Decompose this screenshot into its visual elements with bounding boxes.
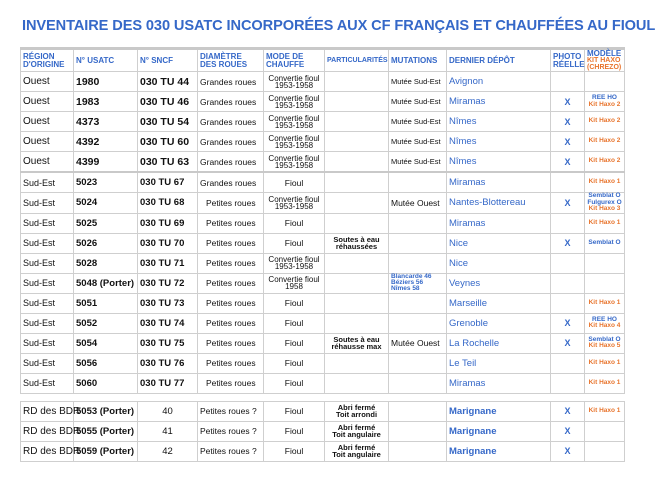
cell-last-depot: Marignane	[447, 441, 551, 461]
gap-cell	[74, 393, 138, 401]
cell-photo	[551, 72, 585, 92]
cell-sncf-number: 030 TU 44	[138, 72, 198, 92]
cell-particularities	[325, 132, 389, 152]
col-header-sncf[interactable]: N° SNCF	[138, 49, 198, 72]
cell-heating-mode	[264, 421, 325, 441]
cell-line: Blancarde 46	[391, 273, 432, 280]
cell-line: Toit angulaire	[332, 430, 381, 439]
cell-last-depot: Miramas	[447, 172, 551, 193]
cell-sncf-number: 030 TU 71	[138, 253, 198, 273]
cell-line: Convertie fioul	[268, 194, 320, 204]
cell-sncf-number: 030 TU 68	[138, 193, 198, 214]
cell-model	[585, 193, 625, 214]
gap-cell	[21, 393, 74, 401]
cell-particularities	[325, 112, 389, 132]
cell-wheel-diameter: Petites roues ?	[198, 421, 264, 441]
cell-line: Toit arrondi	[335, 410, 378, 419]
cell-heating-mode	[264, 373, 325, 393]
cell-photo[interactable]: X	[551, 401, 585, 421]
col-header-mutations[interactable]: MUTATIONS	[389, 49, 447, 72]
cell-sncf-number: 030 TU 70	[138, 233, 198, 253]
inventory-table	[20, 47, 625, 462]
cell-line: Convertie fioul	[268, 73, 320, 83]
cell-heating-mode	[264, 132, 325, 152]
cell-line: réhaussées	[335, 242, 378, 251]
cell-photo[interactable]: X	[551, 333, 585, 353]
cell-line: Béziers 56	[391, 279, 424, 286]
cell-usatc-number: 5055 (Porter)	[74, 421, 138, 441]
cell-usatc-number: 5059 (Porter)	[74, 441, 138, 461]
cell-region: RD des BDR	[21, 441, 74, 461]
cell-line: Convertie fioul	[268, 113, 320, 123]
model-entry: REE HO	[592, 315, 617, 323]
cell-heating-mode	[264, 92, 325, 112]
cell-line: 1953-1958	[274, 120, 314, 130]
cell-usatc-number: 5048 (Porter)	[74, 273, 138, 293]
cell-model	[585, 152, 625, 173]
cell-particularities	[325, 421, 389, 441]
cell-particularities	[325, 72, 389, 92]
cell-line: Fioul	[284, 338, 304, 348]
cell-mutation	[389, 373, 447, 393]
gap-cell	[198, 393, 264, 401]
col-header-photo[interactable]: PHOTO RÉELLE	[551, 49, 585, 72]
cell-line: Convertie fioul	[268, 93, 320, 103]
cell-region: Ouest	[21, 92, 74, 112]
gap-cell	[264, 393, 325, 401]
cell-photo	[551, 293, 585, 313]
cell-mutation	[389, 353, 447, 373]
cell-mutation: Mutée Sud-Est	[389, 92, 447, 112]
cell-heating-mode	[264, 112, 325, 132]
section-gap	[21, 393, 625, 401]
cell-last-depot: Miramas	[447, 373, 551, 393]
cell-line: Fioul	[284, 378, 304, 388]
cell-usatc-number: 5052	[74, 313, 138, 333]
cell-line: Toit angulaire	[332, 450, 381, 459]
model-entry: Kit Haxo 2	[588, 137, 621, 145]
cell-region: Sud-Est	[21, 313, 74, 333]
cell-line: Abri fermé	[337, 403, 376, 412]
cell-heating-mode	[264, 401, 325, 421]
cell-mutation: Mutée Sud-Est	[389, 72, 447, 92]
cell-region: Ouest	[21, 112, 74, 132]
cell-particularities	[325, 441, 389, 461]
cell-line: Soutes à eau	[333, 235, 380, 244]
cell-last-depot: Miramas	[447, 213, 551, 233]
cell-sncf-number: 030 TU 60	[138, 132, 198, 152]
cell-photo[interactable]: X	[551, 152, 585, 173]
inventory-sheet	[20, 47, 624, 462]
gap-cell	[585, 393, 625, 401]
model-entry: Kit Haxo 3	[588, 205, 621, 212]
cell-photo[interactable]: X	[551, 441, 585, 461]
cell-usatc-number: 5023	[74, 172, 138, 193]
cell-sncf-number: 42	[138, 441, 198, 461]
cell-usatc-number: 4373	[74, 112, 138, 132]
cell-usatc-number: 1983	[74, 92, 138, 112]
cell-wheel-diameter: Petites roues	[198, 333, 264, 353]
model-entry: Kit Haxo 1	[588, 298, 621, 306]
cell-photo	[551, 353, 585, 373]
cell-line: Nîmes 58	[391, 285, 420, 292]
table-row[interactable]	[21, 72, 625, 92]
cell-last-depot: Le Teil	[447, 353, 551, 373]
cell-sncf-number: 40	[138, 401, 198, 421]
cell-sncf-number: 41	[138, 421, 198, 441]
cell-line: 1953-1958	[274, 100, 314, 110]
cell-photo	[551, 253, 585, 273]
cell-usatc-number: 4392	[74, 132, 138, 152]
cell-region: Sud-Est	[21, 333, 74, 353]
cell-line: Fioul	[284, 318, 304, 328]
model-entry: Kit Haxo 2	[588, 157, 621, 165]
cell-sncf-number: 030 TU 74	[138, 313, 198, 333]
table-row[interactable]	[21, 233, 625, 253]
table-row[interactable]	[21, 253, 625, 273]
cell-wheel-diameter: Petites roues	[198, 193, 264, 214]
cell-mutation: Mutée Sud-Est	[389, 152, 447, 173]
cell-usatc-number: 1980	[74, 72, 138, 92]
cell-photo	[551, 273, 585, 293]
cell-last-depot: Nice	[447, 253, 551, 273]
gap-cell	[389, 393, 447, 401]
cell-region: Sud-Est	[21, 273, 74, 293]
cell-line: Abri fermé	[337, 423, 376, 432]
cell-usatc-number: 5051	[74, 293, 138, 313]
cell-mutation	[389, 421, 447, 441]
cell-line: Soutes à eau	[333, 335, 380, 344]
cell-heating-mode	[264, 172, 325, 193]
cell-region: Sud-Est	[21, 253, 74, 273]
cell-region: Sud-Est	[21, 373, 74, 393]
cell-region: Sud-Est	[21, 213, 74, 233]
model-entry: Kit Haxo 5	[588, 342, 621, 349]
cell-line: Fioul	[284, 177, 304, 188]
table-row[interactable]	[21, 421, 625, 441]
cell-line: Convertie fioul	[268, 275, 320, 284]
cell-wheel-diameter: Petites roues	[198, 233, 264, 253]
cell-heating-mode	[264, 253, 325, 273]
cell-line: 1953-1958	[274, 80, 314, 90]
model-entry: Kit Haxo 1	[588, 378, 621, 386]
cell-last-depot: Marseille	[447, 293, 551, 313]
cell-last-depot: La Rochelle	[447, 333, 551, 353]
cell-heating-mode	[264, 213, 325, 233]
cell-wheel-diameter: Grandes roues	[198, 112, 264, 132]
cell-region: Sud-Est	[21, 293, 74, 313]
cell-last-depot: Nîmes	[447, 152, 551, 173]
table-row[interactable]	[21, 172, 625, 193]
cell-wheel-diameter: Petites roues	[198, 373, 264, 393]
cell-sncf-number: 030 TU 63	[138, 152, 198, 173]
table-row[interactable]	[21, 353, 625, 373]
cell-region: Ouest	[21, 132, 74, 152]
model-entry: Semblat O	[588, 238, 621, 246]
cell-last-depot: Nîmes	[447, 112, 551, 132]
cell-line: Convertie fioul	[268, 255, 320, 264]
cell-line: réhausse max	[331, 342, 382, 351]
cell-last-depot: Avignon	[447, 72, 551, 92]
cell-photo[interactable]: X	[551, 313, 585, 333]
cell-wheel-diameter: Grandes roues	[198, 132, 264, 152]
model-entry: Fulgurex O	[587, 198, 622, 206]
cell-wheel-diameter: Petites roues ?	[198, 401, 264, 421]
table-row[interactable]	[21, 92, 625, 112]
cell-sncf-number: 030 TU 73	[138, 293, 198, 313]
cell-mutation	[389, 213, 447, 233]
cell-particularities	[325, 353, 389, 373]
cell-heating-mode	[264, 353, 325, 373]
cell-region: Sud-Est	[21, 172, 74, 193]
model-entry: Kit Haxo 1	[588, 218, 621, 226]
header-row	[21, 49, 625, 72]
cell-photo[interactable]: X	[551, 132, 585, 152]
table-row[interactable]	[21, 313, 625, 333]
cell-photo[interactable]: X	[551, 193, 585, 214]
cell-particularities	[325, 401, 389, 421]
cell-wheel-diameter: Petites roues	[198, 293, 264, 313]
cell-line: Convertie fioul	[268, 133, 320, 143]
cell-line: Fioul	[284, 406, 304, 416]
cell-photo[interactable]: X	[551, 421, 585, 441]
cell-heating-mode	[264, 293, 325, 313]
cell-heating-mode	[264, 313, 325, 333]
cell-region: RD des BDR	[21, 421, 74, 441]
cell-heating-mode	[264, 152, 325, 173]
cell-particularities	[325, 193, 389, 214]
cell-usatc-number: 5025	[74, 213, 138, 233]
cell-region: Sud-Est	[21, 193, 74, 214]
cell-region: Sud-Est	[21, 353, 74, 373]
cell-line: Fioul	[284, 358, 304, 368]
cell-wheel-diameter: Petites roues	[198, 213, 264, 233]
col-header-model[interactable]: MODÈLE KIT HAXO (CHREZO)	[585, 49, 625, 72]
cell-model	[585, 253, 625, 273]
cell-particularities	[325, 92, 389, 112]
cell-region: Ouest	[21, 152, 74, 173]
cell-photo	[551, 373, 585, 393]
model-entry: Kit Haxo 1	[588, 406, 621, 414]
model-entry: Semblat O	[588, 192, 621, 199]
cell-last-depot: Nantes-Blottereau	[447, 193, 551, 214]
cell-line: Fioul	[284, 218, 304, 228]
cell-mutation	[389, 293, 447, 313]
cell-photo[interactable]: X	[551, 233, 585, 253]
cell-usatc-number: 5053 (Porter)	[74, 401, 138, 421]
cell-heating-mode	[264, 441, 325, 461]
cell-wheel-diameter: Grandes roues	[198, 152, 264, 173]
table-row[interactable]	[21, 213, 625, 233]
cell-region: Ouest	[21, 72, 74, 92]
cell-line: Abri fermé	[337, 443, 376, 452]
model-entry: Kit Haxo 4	[588, 322, 621, 329]
cell-mutation	[389, 172, 447, 193]
col-header-last-depot[interactable]: DERNIER DÉPÔT	[447, 49, 551, 72]
cell-model	[585, 421, 625, 441]
table-row[interactable]	[21, 373, 625, 393]
cell-mutation	[389, 253, 447, 273]
cell-usatc-number: 5026	[74, 233, 138, 253]
cell-particularities	[325, 373, 389, 393]
cell-last-depot: Veynes	[447, 273, 551, 293]
cell-heating-mode	[264, 333, 325, 353]
cell-line: 1953-1958	[274, 140, 314, 150]
cell-mutation	[389, 233, 447, 253]
cell-particularities	[325, 213, 389, 233]
cell-wheel-diameter: Petites roues ?	[198, 441, 264, 461]
cell-model	[585, 213, 625, 233]
cell-mutation	[389, 441, 447, 461]
table-row[interactable]	[21, 273, 625, 293]
cell-photo[interactable]: X	[551, 112, 585, 132]
gap-cell	[325, 393, 389, 401]
cell-mutation	[389, 313, 447, 333]
cell-sncf-number: 030 TU 67	[138, 172, 198, 193]
table-body	[21, 72, 625, 462]
table-row[interactable]	[21, 132, 625, 152]
cell-last-depot: Nice	[447, 233, 551, 253]
cell-sncf-number: 030 TU 75	[138, 333, 198, 353]
gap-cell	[138, 393, 198, 401]
cell-line: Fioul	[284, 446, 304, 456]
cell-sncf-number: 030 TU 54	[138, 112, 198, 132]
cell-particularities	[325, 172, 389, 193]
cell-sncf-number: 030 TU 72	[138, 273, 198, 293]
cell-wheel-diameter: Grandes roues	[198, 72, 264, 92]
cell-usatc-number: 5028	[74, 253, 138, 273]
cell-usatc-number: 5056	[74, 353, 138, 373]
table-row[interactable]	[21, 152, 625, 173]
cell-line: 1953-1958	[274, 201, 314, 211]
cell-model	[585, 132, 625, 152]
cell-last-depot: Marignane	[447, 421, 551, 441]
cell-particularities	[325, 273, 389, 293]
table-row[interactable]	[21, 401, 625, 421]
cell-wheel-diameter: Petites roues	[198, 353, 264, 373]
cell-heating-mode	[264, 233, 325, 253]
cell-model	[585, 353, 625, 373]
cell-sncf-number: 030 TU 46	[138, 92, 198, 112]
cell-wheel-diameter: Petites roues	[198, 313, 264, 333]
cell-sncf-number: 030 TU 76	[138, 353, 198, 373]
cell-model	[585, 313, 625, 333]
cell-last-depot: Grenoble	[447, 313, 551, 333]
cell-line: Fioul	[284, 298, 304, 308]
model-entry: REE HO	[592, 94, 617, 101]
cell-mutation: Mutée Ouest	[389, 193, 447, 214]
cell-mutation	[389, 273, 447, 293]
cell-heating-mode	[264, 72, 325, 92]
cell-usatc-number: 5054	[74, 333, 138, 353]
cell-line: 1958	[285, 282, 303, 291]
cell-last-depot: Miramas	[447, 92, 551, 112]
table-row[interactable]	[21, 112, 625, 132]
cell-sncf-number: 030 TU 69	[138, 213, 198, 233]
cell-model	[585, 172, 625, 193]
col-header-heating-mode[interactable]: MODE DE CHAUFFE	[264, 49, 325, 72]
cell-line: 1953-1958	[274, 262, 314, 271]
cell-region: RD des BDR	[21, 401, 74, 421]
cell-wheel-diameter: Petites roues	[198, 273, 264, 293]
cell-last-depot: Nîmes	[447, 132, 551, 152]
model-entry: Kit Haxo 1	[588, 178, 621, 186]
col-header-particularities[interactable]: PARTICULARITÉS	[325, 49, 389, 72]
cell-model	[585, 112, 625, 132]
cell-mutation	[389, 401, 447, 421]
cell-particularities	[325, 152, 389, 173]
cell-mutation: Mutée Sud-Est	[389, 112, 447, 132]
cell-line: 1953-1958	[274, 160, 314, 170]
cell-line: Fioul	[284, 426, 304, 436]
col-header-usatc[interactable]: N° USATC	[74, 49, 138, 72]
model-entry: Kit Haxo 1	[588, 358, 621, 366]
cell-wheel-diameter: Grandes roues	[198, 92, 264, 112]
table-row[interactable]	[21, 333, 625, 353]
cell-model	[585, 233, 625, 253]
cell-photo[interactable]: X	[551, 92, 585, 112]
cell-photo	[551, 213, 585, 233]
col-header-diameter[interactable]: DIAMÈTRE DES ROUES	[198, 49, 264, 72]
cell-heating-mode	[264, 273, 325, 293]
table-row[interactable]	[21, 293, 625, 313]
cell-model	[585, 273, 625, 293]
cell-wheel-diameter: Grandes roues	[198, 172, 264, 193]
model-entry: Kit Haxo 2	[588, 100, 621, 108]
cell-sncf-number: 030 TU 77	[138, 373, 198, 393]
cell-model	[585, 401, 625, 421]
col-header-region[interactable]: RÉGION D'ORIGINE	[21, 49, 74, 72]
model-entry: Semblat O	[588, 335, 621, 343]
cell-particularities	[325, 333, 389, 353]
cell-photo	[551, 172, 585, 193]
cell-usatc-number: 4399	[74, 152, 138, 173]
cell-model	[585, 92, 625, 112]
cell-mutation: Mutée Sud-Est	[389, 132, 447, 152]
table-row[interactable]	[21, 441, 625, 461]
cell-model	[585, 72, 625, 92]
cell-particularities	[325, 313, 389, 333]
cell-line: Convertie fioul	[268, 153, 320, 163]
cell-last-depot: Marignane	[447, 401, 551, 421]
cell-model	[585, 293, 625, 313]
cell-heating-mode	[264, 193, 325, 214]
cell-region: Sud-Est	[21, 233, 74, 253]
cell-mutation: Mutée Ouest	[389, 333, 447, 353]
cell-particularities	[325, 293, 389, 313]
cell-usatc-number: 5024	[74, 193, 138, 214]
page-title: INVENTAIRE DES 030 USATC INCORPORÉES AUX CF FRANÇAIS ET CHAUFFÉES AU FIOUL	[22, 18, 655, 34]
cell-wheel-diameter: Petites roues	[198, 253, 264, 273]
gap-cell	[447, 393, 551, 401]
cell-usatc-number: 5060	[74, 373, 138, 393]
cell-line: Fioul	[284, 238, 304, 248]
model-entry: Kit Haxo 2	[588, 117, 621, 125]
cell-model	[585, 373, 625, 393]
cell-model	[585, 333, 625, 353]
table-row[interactable]	[21, 193, 625, 214]
cell-model	[585, 441, 625, 461]
cell-particularities	[325, 253, 389, 273]
gap-cell	[551, 393, 585, 401]
cell-particularities	[325, 233, 389, 253]
